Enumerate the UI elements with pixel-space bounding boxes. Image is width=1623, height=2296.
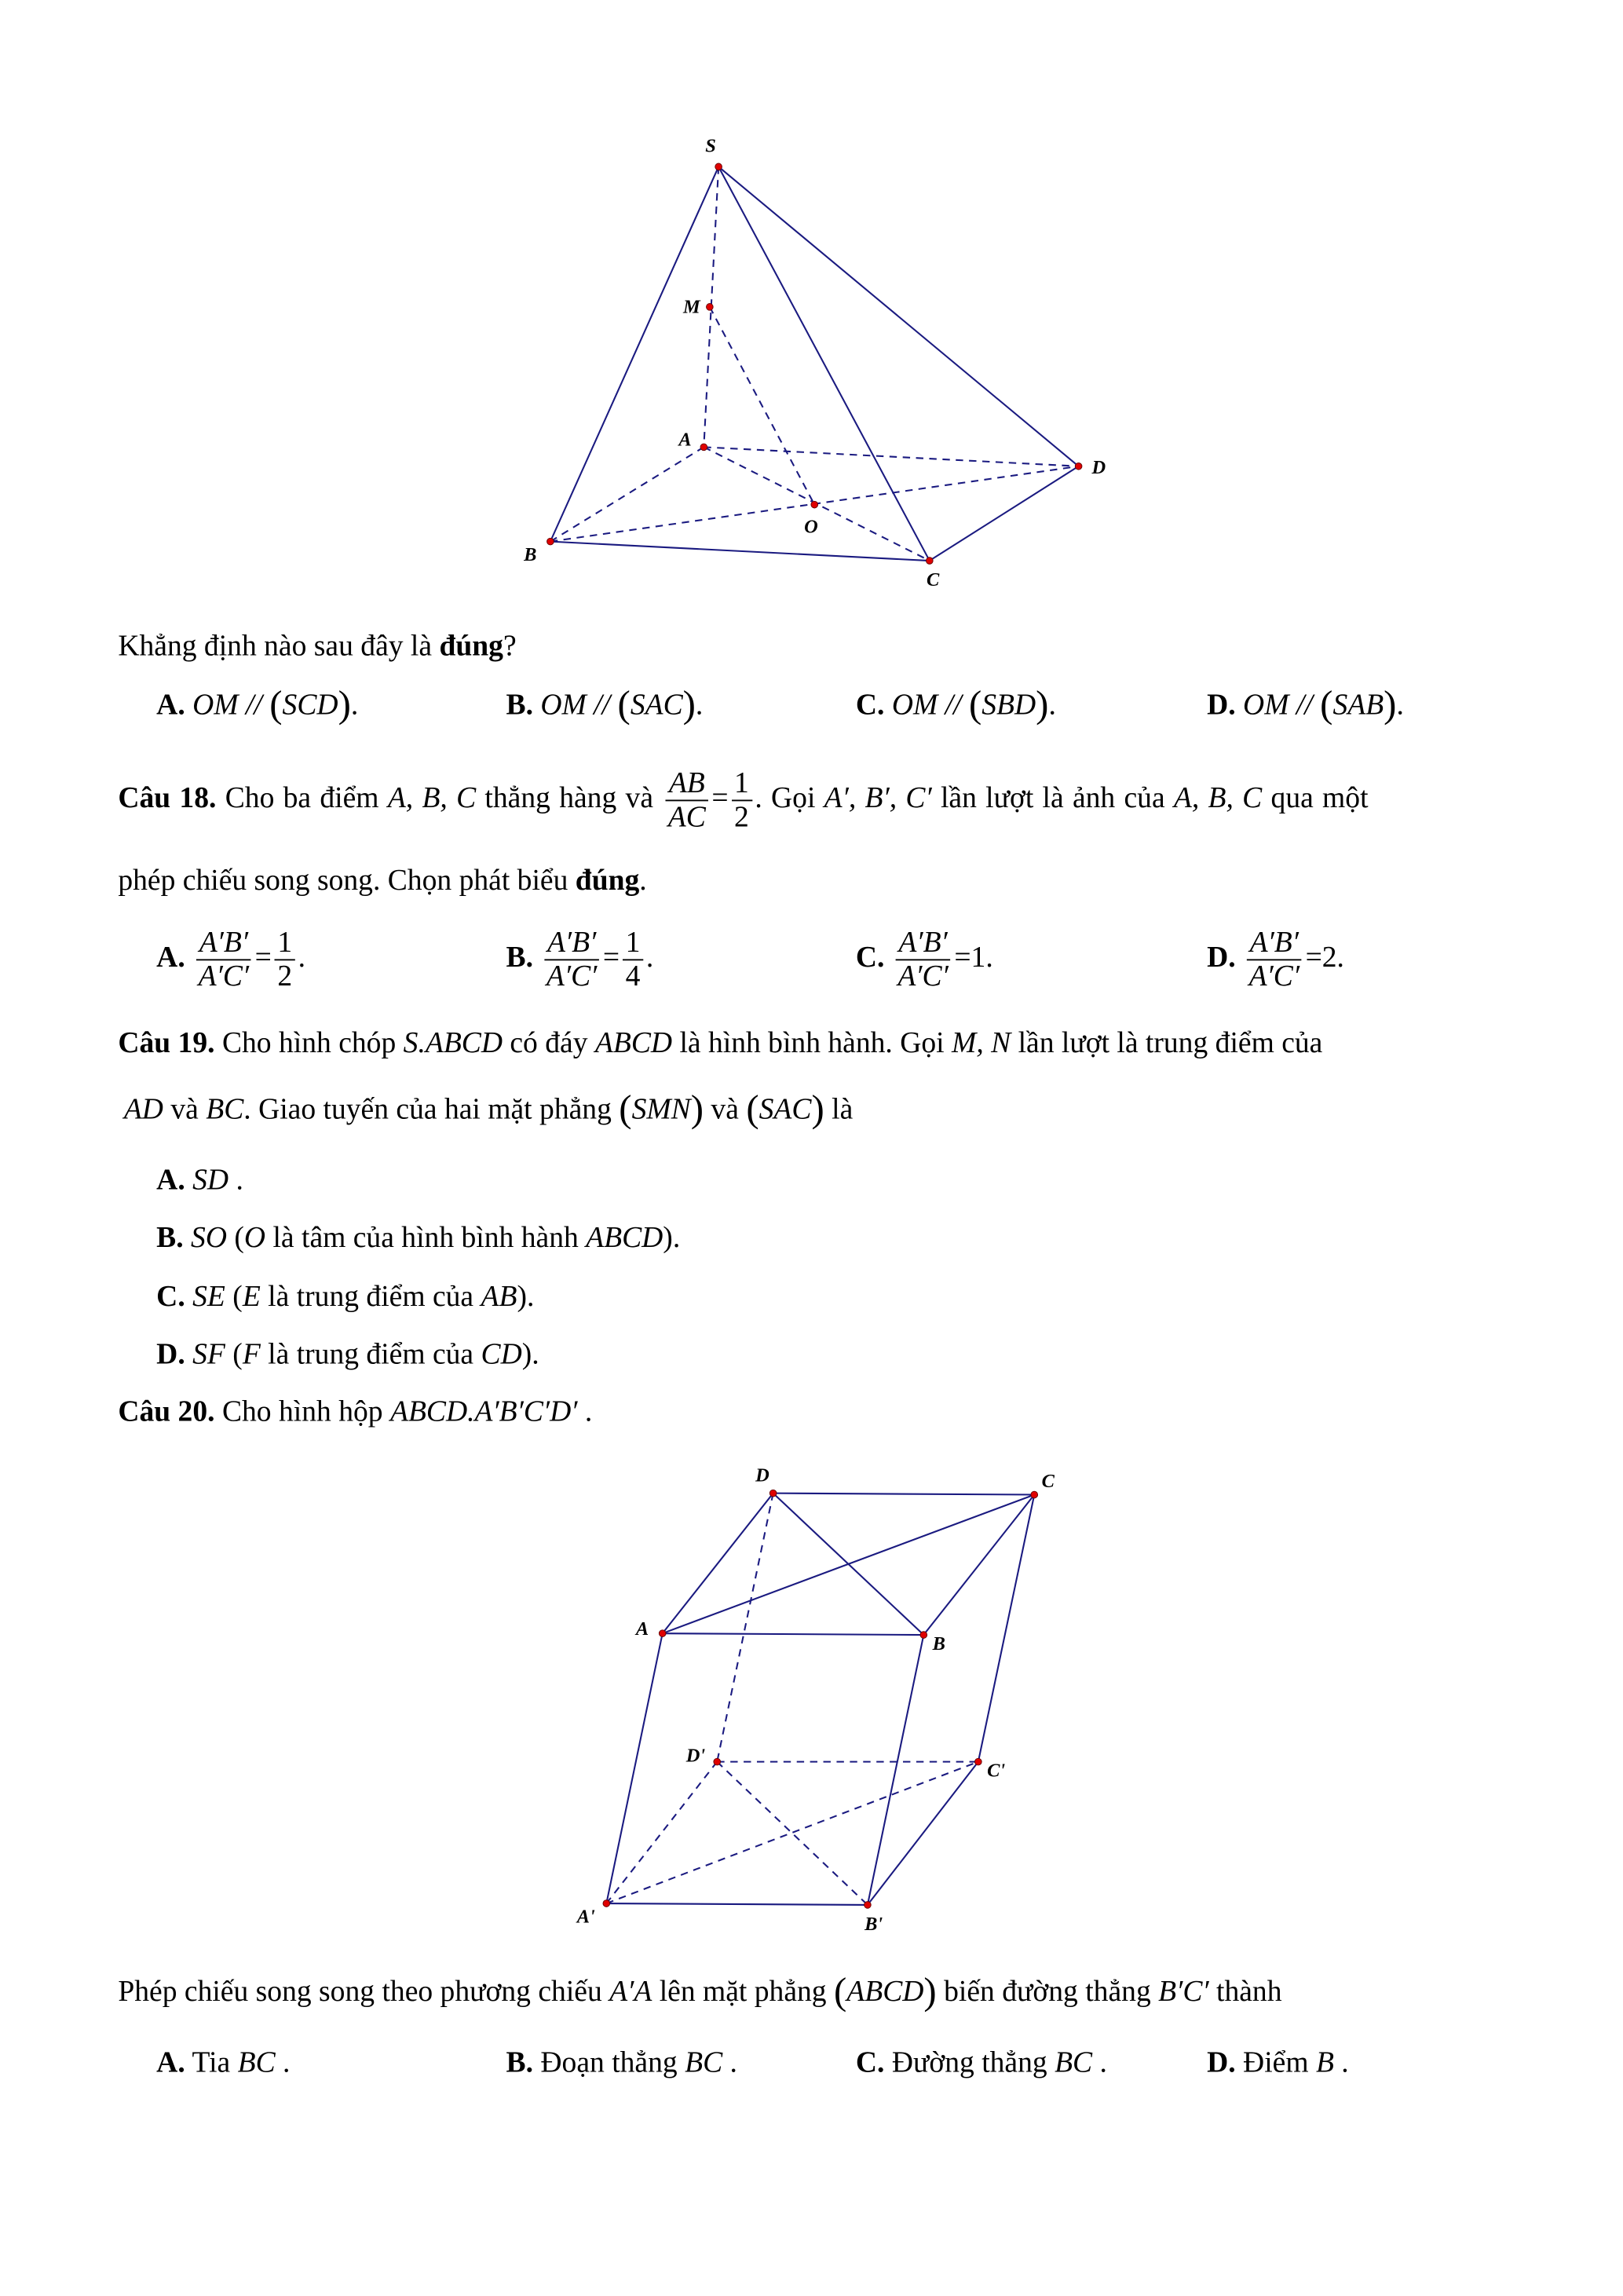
text <box>185 941 192 974</box>
text: là trung điểm của <box>260 1281 481 1314</box>
label-bold: B. <box>156 1221 184 1255</box>
text: Điểm <box>1235 2046 1316 2079</box>
label-bold: Câu 18. <box>118 782 217 815</box>
label-bold: đúng <box>439 630 503 663</box>
q19-option-d[interactable] <box>156 1336 539 1372</box>
q17-option-b[interactable] <box>506 683 704 726</box>
math-text: A, B, C <box>1173 782 1263 815</box>
fraction-denominator: 2 <box>277 960 293 993</box>
math-text: SAC <box>758 1093 812 1126</box>
point-label-A: A <box>678 429 692 451</box>
math-text: S.ABCD <box>403 1026 503 1060</box>
text: là hình bình hành. Gọi <box>672 1026 952 1060</box>
text: và <box>704 1093 747 1126</box>
fraction <box>731 767 751 834</box>
label-bold: Câu 20. <box>118 1395 215 1428</box>
math-text: A, B, C <box>387 782 477 815</box>
q18-stem-line1 <box>118 767 1368 834</box>
text: . <box>1333 2046 1349 2079</box>
q20-stem-line2 <box>118 1969 1282 2013</box>
label-bold: D. <box>1207 941 1236 974</box>
text: . <box>1396 689 1404 722</box>
q18-stem-line2 <box>118 863 646 898</box>
math-text: BC <box>685 2046 723 2079</box>
text: lần lượt là trung điểm của <box>1011 1026 1323 1060</box>
fraction-denominator: A′C′ <box>546 960 598 993</box>
edge-DDp-hidden <box>717 1493 773 1762</box>
edge-DC <box>773 1493 1035 1495</box>
point-label-C: C <box>927 569 940 591</box>
text: ) <box>682 683 696 726</box>
text: ( <box>226 1221 244 1255</box>
q19-stem-line2 <box>123 1087 854 1131</box>
text: . <box>1092 2046 1107 2079</box>
text: . Gọi <box>755 782 824 815</box>
point-label-Bp: B' <box>865 1913 883 1935</box>
math-text: A′A <box>609 1976 652 2009</box>
math-text: ABCD.A′B′C′D′ <box>389 1395 578 1428</box>
point-D <box>769 1490 777 1497</box>
point-label-D: D <box>755 1464 769 1486</box>
math-text: CD <box>481 1338 522 1371</box>
label-bold: D. <box>1207 689 1236 722</box>
text: ) <box>1036 683 1049 726</box>
text: ) <box>690 1087 704 1131</box>
text: . <box>228 1164 243 1197</box>
point-B <box>920 1632 927 1639</box>
label-bold: B. <box>506 2046 534 2079</box>
edge-AAp <box>606 1633 662 1903</box>
math-text: SD <box>185 1164 229 1197</box>
fraction-denominator: A′C′ <box>1248 960 1300 993</box>
fraction-denominator: 4 <box>625 960 641 993</box>
text: . <box>639 865 647 898</box>
label-bold: B. <box>506 941 534 974</box>
math-text: B <box>1315 2046 1334 2079</box>
math-text: BC <box>1055 2046 1093 2079</box>
text: ). <box>521 1338 539 1371</box>
text: là trung điểm của <box>260 1338 481 1371</box>
fraction-denominator: 2 <box>734 801 749 834</box>
q20-option-a[interactable] <box>156 2045 290 2080</box>
q17-option-d[interactable] <box>1207 683 1404 726</box>
text: ) <box>811 1087 824 1131</box>
text <box>533 941 540 974</box>
label-bold: A. <box>156 1164 185 1197</box>
point-label-Cp: C' <box>987 1760 1006 1782</box>
q19-stem-line1 <box>118 1026 1322 1061</box>
math-text: O <box>243 1221 266 1255</box>
point-Dp <box>714 1758 721 1765</box>
point-label-S: S <box>705 135 716 157</box>
math-text: ABCD <box>846 1976 924 2009</box>
math-text: OM // <box>533 689 618 722</box>
text: ) <box>1384 683 1397 726</box>
label-bold: B. <box>506 689 534 722</box>
text: = <box>254 941 272 974</box>
math-text: ABCD <box>586 1221 663 1255</box>
edge-BBp <box>868 1635 923 1905</box>
text: ( <box>617 683 631 726</box>
math-text: F <box>242 1338 261 1371</box>
text: . <box>1048 689 1056 722</box>
fraction-denominator: A′C′ <box>198 960 250 993</box>
fraction <box>623 927 643 993</box>
label-bold: A. <box>156 941 185 974</box>
point-Cp <box>975 1758 982 1765</box>
point-Bp <box>865 1902 872 1909</box>
text: ( <box>619 1087 632 1131</box>
text: Cho ba điểm <box>216 782 388 815</box>
text: . <box>577 1395 593 1428</box>
text: ( <box>225 1281 243 1314</box>
text: . <box>275 2046 291 2079</box>
text: qua một <box>1262 782 1369 815</box>
text: ) <box>923 1969 937 2013</box>
text: . <box>722 2046 737 2079</box>
math-text: SAB <box>1332 689 1384 722</box>
q20-option-c[interactable] <box>856 2045 1107 2080</box>
math-text: SE <box>185 1281 225 1314</box>
q17-prompt <box>118 628 516 664</box>
text: . <box>350 689 359 722</box>
text: . <box>645 941 654 974</box>
point-label-O: O <box>804 516 818 538</box>
label-bold: A. <box>156 689 185 722</box>
point-label-B: B <box>932 1632 945 1654</box>
text: Tia <box>185 2046 238 2079</box>
math-text: BC <box>237 2046 276 2079</box>
text: ). <box>663 1221 681 1255</box>
fraction <box>543 927 600 993</box>
q19-option-b[interactable] <box>156 1220 680 1256</box>
math-text: OM // <box>1235 689 1321 722</box>
math-text: M, N <box>952 1026 1011 1060</box>
math-text: B′C′ <box>1158 1976 1209 2009</box>
text: Đường thẳng <box>884 2046 1055 2079</box>
text: ( <box>225 1338 243 1371</box>
fraction-numerator: A′B′ <box>196 927 251 960</box>
fraction <box>196 927 252 993</box>
fraction-numerator: A′B′ <box>544 927 599 960</box>
label-bold: C. <box>855 941 885 974</box>
label-bold: C. <box>855 689 885 722</box>
point-label-Dp: D' <box>685 1745 706 1767</box>
q20-stem-line1 <box>118 1395 592 1430</box>
text: Cho hình chóp <box>214 1026 404 1060</box>
q18-option-c[interactable] <box>856 927 993 993</box>
text: ( <box>1320 683 1333 726</box>
text: có đáy <box>502 1026 595 1060</box>
text: =2. <box>1305 941 1344 974</box>
text: ). <box>517 1281 535 1314</box>
edge-DpBp-hidden <box>717 1762 868 1905</box>
point-Ap <box>603 1900 610 1907</box>
math-text: SAC <box>630 689 683 722</box>
text: và <box>163 1093 207 1126</box>
fraction-numerator: 1 <box>623 927 643 960</box>
edge-ApBp <box>606 1903 868 1905</box>
math-text: E <box>242 1281 261 1314</box>
text: =1. <box>954 941 993 974</box>
fraction-numerator: 1 <box>275 927 295 960</box>
text: thành <box>1208 1976 1282 2009</box>
text: Cho hình hộp <box>214 1395 390 1428</box>
text: Phép chiếu song song theo phương chiếu <box>118 1976 610 2009</box>
fraction-denominator: AC <box>667 801 706 834</box>
q19-option-c[interactable] <box>156 1279 534 1314</box>
text: ( <box>746 1087 759 1131</box>
math-text: SO <box>183 1221 227 1255</box>
fraction-numerator: A′B′ <box>1247 927 1302 960</box>
q17-option-c[interactable] <box>855 683 1056 726</box>
q18-option-d[interactable] <box>1207 927 1344 993</box>
q18-option-a[interactable] <box>156 927 305 993</box>
math-text: AB <box>481 1281 517 1314</box>
text: = <box>711 782 729 815</box>
q20-option-d[interactable] <box>1207 2045 1349 2080</box>
math-text: A′, B′, C′ <box>824 782 932 815</box>
point-label-B: B <box>524 544 537 566</box>
q18-option-b[interactable] <box>506 927 654 993</box>
text: . <box>695 689 704 722</box>
point-label-C: C <box>1041 1471 1055 1493</box>
fraction <box>275 927 295 993</box>
math-text: SF <box>185 1338 225 1371</box>
label-bold: C. <box>855 2046 885 2079</box>
fraction-numerator: A′B′ <box>896 927 951 960</box>
point-label-M: M <box>683 296 700 318</box>
text: ? <box>503 630 517 663</box>
text: Đoạn thẳng <box>533 2046 685 2079</box>
math-text: SCD <box>282 689 338 722</box>
fraction-numerator: AB <box>666 767 707 801</box>
q17-option-a[interactable] <box>156 683 359 726</box>
text: là tâm của hình bình hành <box>265 1221 587 1255</box>
math-text: BC <box>206 1093 244 1126</box>
label-bold: D. <box>156 1338 185 1371</box>
math-text: OM // <box>185 689 270 722</box>
text: thẳng hàng và <box>476 782 663 815</box>
fraction <box>895 927 952 993</box>
label-bold: A. <box>156 2046 185 2079</box>
text: . <box>298 941 306 974</box>
point-A <box>659 1630 666 1637</box>
math-text: SMN <box>631 1093 691 1126</box>
label-bold: Câu 19. <box>118 1026 215 1060</box>
text: . Giao tuyến của hai mặt phẳng <box>243 1093 620 1126</box>
math-text: ABCD <box>594 1026 673 1060</box>
text: = <box>602 941 620 974</box>
label-bold: C. <box>156 1281 185 1314</box>
text: phép chiếu song song. Chọn phát biểu <box>118 865 576 898</box>
fraction-numerator: 1 <box>731 767 751 801</box>
q20-option-b[interactable] <box>506 2045 737 2080</box>
text: biến đường thẳng <box>936 1976 1159 2009</box>
point-label-D: D <box>1091 457 1106 479</box>
text: ( <box>968 683 982 726</box>
text <box>884 941 891 974</box>
text: ( <box>269 683 283 726</box>
math-text: OM // <box>884 689 969 722</box>
edge-CCp <box>978 1495 1034 1762</box>
fraction <box>665 767 709 834</box>
q19-option-a[interactable] <box>156 1163 243 1198</box>
point-label-Ap: A' <box>576 1906 595 1928</box>
math-text: SBD <box>981 689 1036 722</box>
text: ( <box>834 1969 847 2013</box>
text: lên mặt phẳng <box>652 1976 835 2009</box>
fraction <box>1246 927 1303 993</box>
text: Khẳng định nào sau đây là <box>118 630 440 663</box>
edge-AB <box>663 1633 924 1635</box>
point-label-A: A <box>635 1618 649 1640</box>
label-bold: đúng <box>575 865 640 898</box>
fraction-denominator: A′C′ <box>897 960 949 993</box>
text <box>1236 941 1243 974</box>
math-text: AD <box>123 1093 163 1126</box>
point-C <box>1031 1491 1038 1498</box>
label-bold: D. <box>1207 2046 1236 2079</box>
text: ) <box>338 683 351 726</box>
text: lần lượt là ảnh của <box>931 782 1174 815</box>
text: là <box>824 1093 854 1126</box>
